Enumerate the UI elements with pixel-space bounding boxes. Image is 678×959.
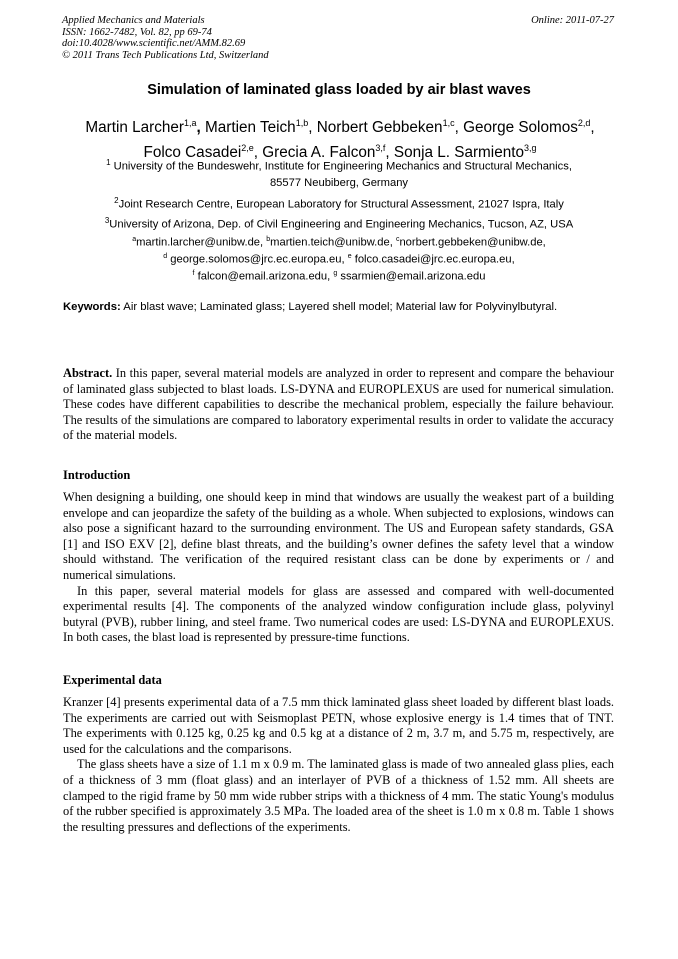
email-sup: b (266, 236, 271, 243)
copyright: © 2011 Trans Tech Publications Ltd, Switzerland (62, 49, 269, 61)
author-sep: , (385, 144, 394, 162)
author-sep: , (454, 119, 464, 137)
author-sep: , (253, 144, 263, 162)
author-sup: 1,c (442, 118, 455, 128)
affiliation-number: 2 (114, 196, 119, 205)
paper-title: Simulation of laminated glass loaded by air blast waves (147, 82, 531, 98)
email-sup: e (347, 253, 352, 261)
keywords-text: Air blast wave; Laminated glass; Layered shell model; Material law for Polyvinylbutyral. (120, 301, 558, 313)
author-name: Folco Casadei (143, 144, 242, 162)
author-name: Martien Teich (204, 119, 296, 137)
affiliation-number: 1 (106, 158, 111, 167)
email-link[interactable]: martien.teich@unibw.de, (270, 236, 396, 249)
affiliation-text-2: 85577 Neubiberg, Germany (269, 176, 409, 189)
email-sup: g (333, 270, 338, 278)
issn: ISSN: 1662-7482, Vol. 82, pp 69-74 (62, 26, 212, 38)
author-sep: , (196, 119, 205, 137)
author-sup: 3,f (375, 143, 386, 154)
author-sep: , (308, 119, 317, 137)
affiliation-number: 3 (104, 216, 110, 225)
affiliation-text: University of the Bundeswehr, Institute for Engineering Mechanics and Structural Mechanics, (113, 160, 572, 173)
paragraph: When designing a building, one should keep in mind that windows are usually the weakest part of a building envelope and can jeopardize the safety of the building as a whole. When subjected to explosions, windows can also pose a significant hazard to the surrounding environment. The US and European safety standards, GSA [1] and ISO EXV [2], define blast threats, and the building’s owner defines the safety level that a window should withstand. The verification of the required resistant class can be done by experiments or / and numerical simulations. (63, 490, 614, 582)
email-sup: a (132, 236, 137, 243)
email-sup: d (163, 253, 168, 261)
author-sup: 1,b (295, 118, 309, 128)
section-heading-introduction: Introduction (63, 468, 131, 482)
author-name: Grecia A. Falcon (262, 144, 376, 162)
email-link[interactable]: norbert.gebbeken@unibw.de, (399, 236, 546, 249)
affiliation-1 (62, 155, 616, 191)
paragraph: In this paper, several material models for glass are assessed and compared with well-documented experimental results [4]. The components of the analyzed window configuration include glass, polyvinyl butyral (PVB), rubber lining, and steel frame. Two numerical codes are used: LS-DYNA and EUROPLEXUS. In both cases, the blast load is represented by pressure-time functions. (63, 583, 614, 645)
author-sep: , (590, 119, 595, 137)
abstract (63, 366, 614, 444)
author-name: Norbert Gebbeken (316, 119, 443, 137)
email-link[interactable]: martin.larcher@unibw.de, (136, 236, 267, 249)
abstract-text: In this paper, several material models are analyzed in order to represent and compare the behaviour of laminated glass subjected to blast loads. LS-DYNA and EUROPLEXUS are used for numerical simulation. These codes have different capabilities to describe the mechanical problem, especially the failure behaviour. The results of the simulations are compared to laboratory experimental results in order to validate the accuracy of the material models. (63, 366, 614, 443)
introduction-body (63, 490, 614, 646)
online-date: Online: 2011-07-27 (531, 15, 614, 26)
author-name: George Solomos (463, 119, 578, 137)
section-heading-experimental: Experimental data (63, 673, 162, 687)
email-link[interactable]: george.solomos@jrc.ec.europa.eu, (167, 253, 348, 266)
experimental-body (63, 695, 614, 835)
affiliation-text: University of Arizona, Dep. of Civil Engineering and Engineering Mechanics, Tucson, AZ, USA (109, 218, 574, 231)
author-sup: 2,e (241, 143, 254, 154)
keywords-label: Keywords: (63, 301, 121, 313)
email-sup: f (192, 270, 195, 278)
author-name: Sonja L. Sarmiento (393, 144, 524, 162)
email-sup: c (395, 236, 400, 243)
email-link[interactable]: falcon@email.arizona.edu, (194, 271, 334, 284)
email-list (62, 233, 616, 285)
journal-header (62, 15, 269, 61)
journal-name: Applied Mechanics and Materials (62, 15, 205, 26)
abstract-label: Abstract. (63, 366, 113, 380)
author-sup: 2,d (577, 118, 591, 128)
paragraph: Kranzer [4] presents experimental data of a 7.5 mm thick laminated glass sheet loaded by different blast loads. The experiments are carried out with Seismoplast PETN, whose explosive energy is 1.4 times that of TNT. The experiments with 0.125 kg, 0.25 kg and 0.5 kg at a distance of 2 m, 3.7 m, and 5.75 m, respectively, are used for the calculations and the comparisons. (63, 695, 614, 756)
affiliation-text: Joint Research Centre, European Laboratory for Structural Assessment, 21027 Ispra, Italy (118, 198, 564, 211)
paragraph: The glass sheets have a size of 1.1 m x 0.9 m. The laminated glass is made of two annealed glass plies, each of a thickness of 3 mm (float glass) and an interlayer of PVB of a thickness of 1.52 mm. All sheets are clamped to the rigid frame by 50 mm wide rubber strips with a thickness of 4 mm. The static Young's modulus of the rubber specified is approximately 3.5 MPa. The loaded area of the sheet is 1.0 m x 0.8 m. Table 1 shows the resulting pressures and deflections of the experiments. (63, 757, 614, 834)
author-sup: 1,a (183, 118, 197, 128)
email-link[interactable]: ssarmien@email.arizona.edu (337, 271, 486, 284)
author-sup: 3,g (523, 143, 537, 154)
affiliation-2 (62, 193, 616, 213)
author-name: Martin Larcher (85, 119, 184, 137)
keywords (63, 299, 614, 315)
affiliation-3 (62, 213, 616, 233)
email-link[interactable]: folco.casadei@jrc.ec.europa.eu, (351, 253, 515, 266)
doi: doi:10.4028/www.scientific.net/AMM.82.69 (62, 38, 246, 49)
